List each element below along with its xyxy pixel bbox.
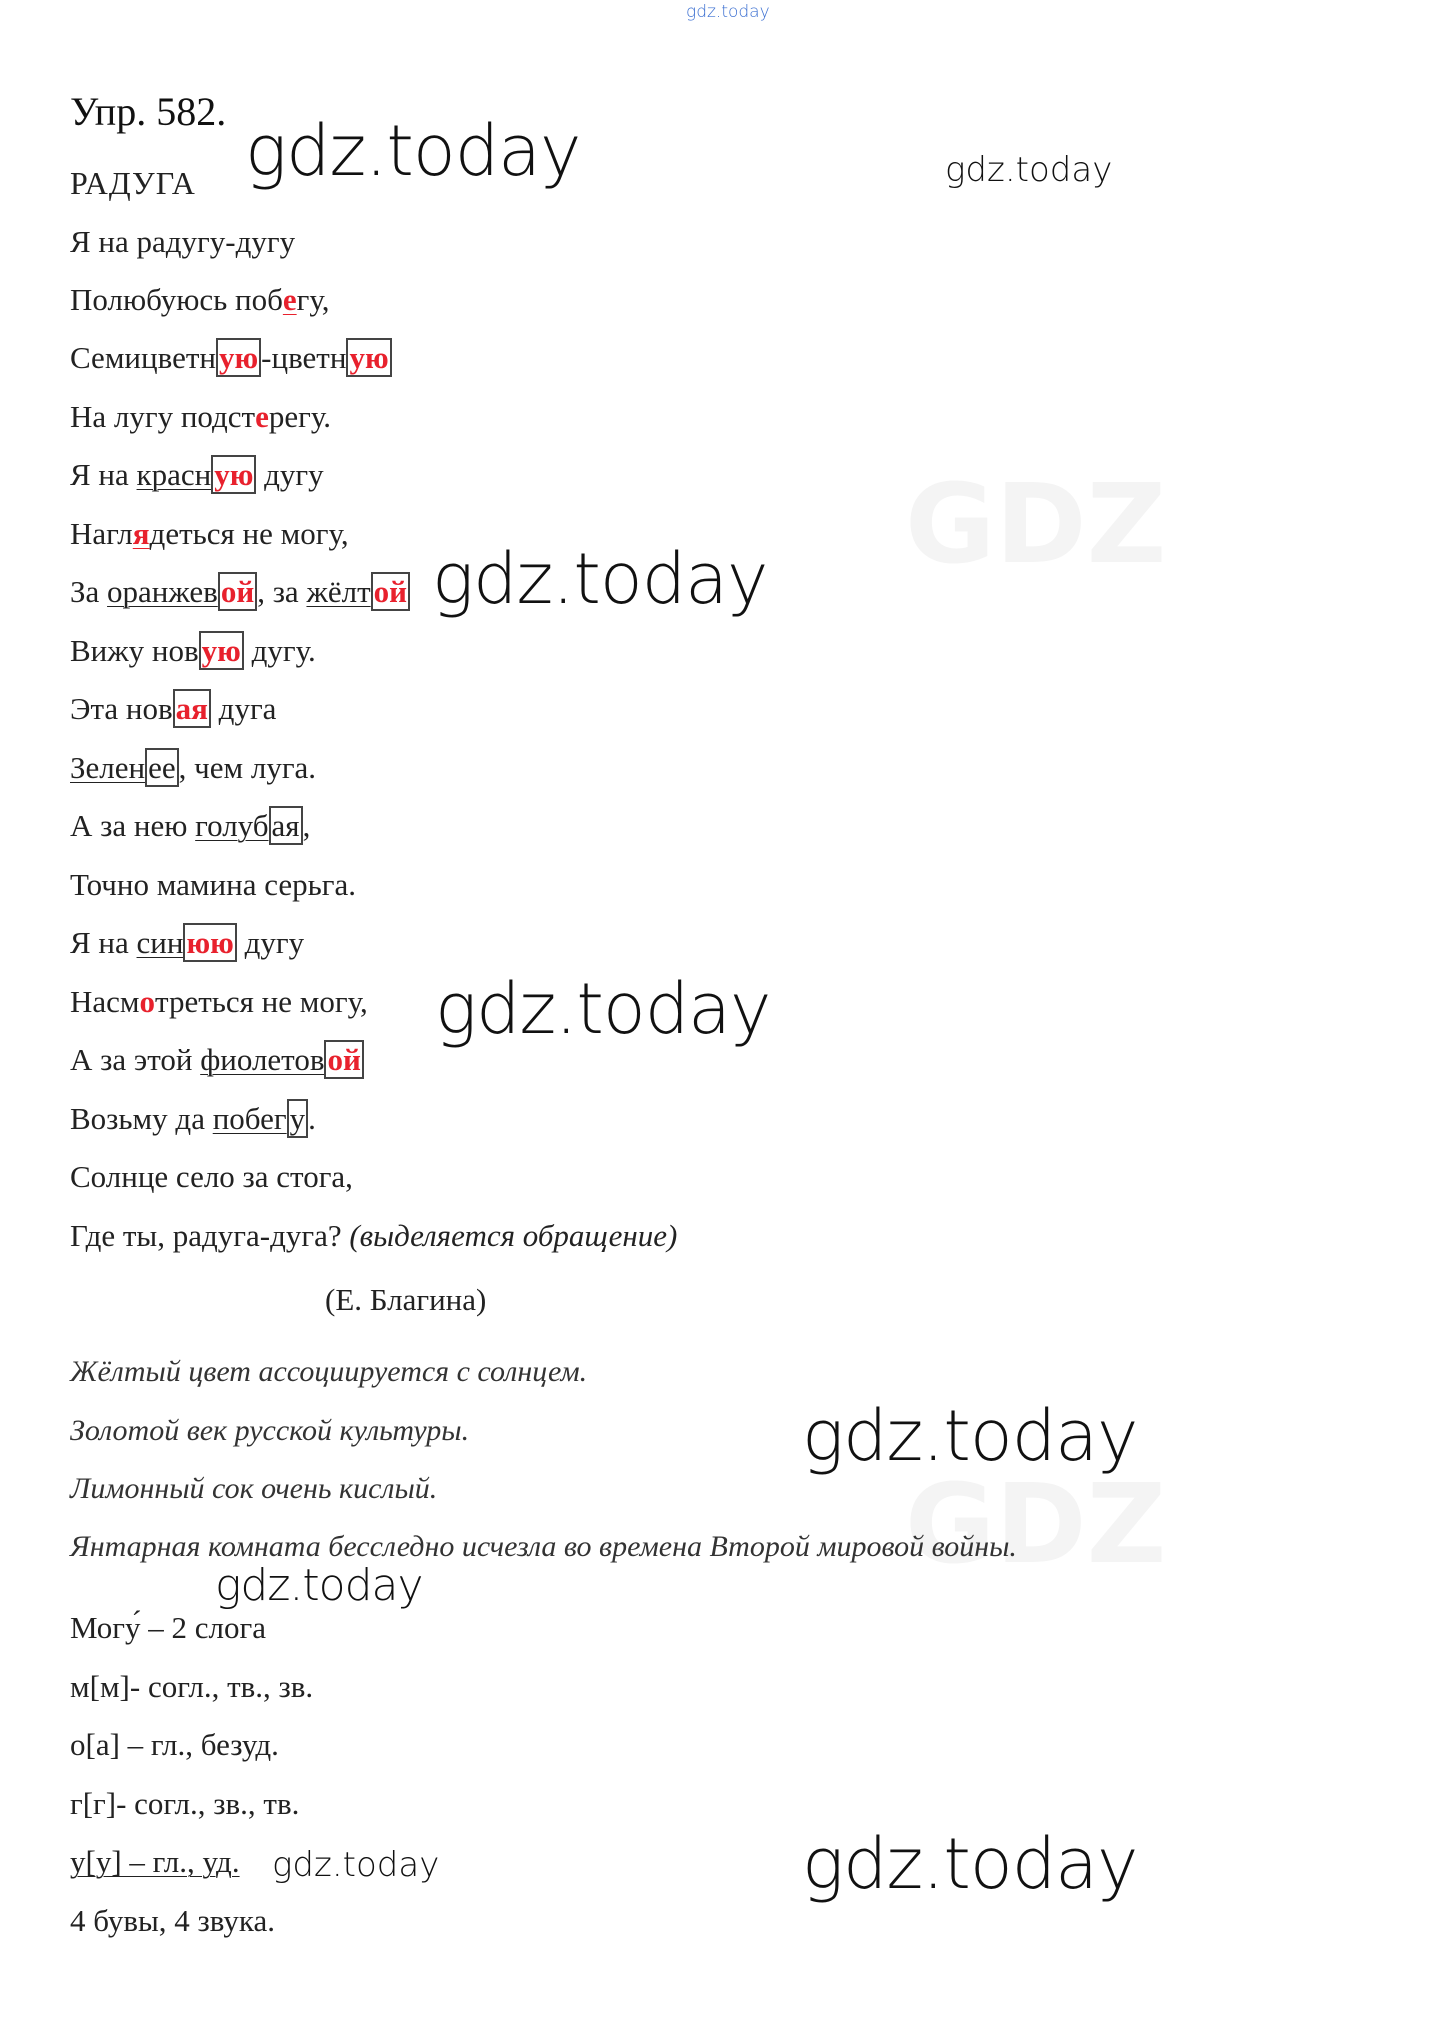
poem-author: (Е. Благина)	[325, 1282, 487, 1317]
poem-line: Насмотреться не могу,	[70, 984, 368, 1019]
analysis-word: Могу́ – 2 слога	[70, 1610, 266, 1645]
poem-line: Я на синюю дугу	[70, 925, 305, 960]
sentence: Жёлтый цвет ассоциируется с солнцем.	[70, 1355, 588, 1388]
watermark: gdz.today	[802, 1823, 1138, 1905]
poem-line: За оранжевой, за жёлтой	[70, 572, 410, 612]
analysis-line: м[м]- согл., тв., зв.	[70, 1669, 314, 1704]
watermark: gdz.today	[272, 1845, 440, 1885]
watermark: gdz.today	[432, 538, 768, 620]
poem-line: А за этой фиолетовой	[70, 1040, 364, 1080]
sentence: Лимонный сок очень кислый.	[70, 1472, 438, 1505]
poem-line: Вижу новую дугу.	[70, 633, 316, 668]
poem-line: Эта новая дуга	[70, 691, 277, 726]
poem-line: Я на красную дугу	[70, 457, 324, 492]
exercise-title: Упр. 582.	[70, 89, 227, 134]
poem-title: РАДУГА	[70, 165, 196, 201]
analysis-line: о[а] – гл., безуд.	[70, 1727, 279, 1762]
poem-line: Где ты, радуга-дуга? (выделяется обращение)	[70, 1218, 678, 1253]
top-watermark: gdz.today	[686, 2, 770, 22]
poem-line: Полюбуюсь побегу,	[70, 282, 330, 317]
watermark: gdz.today	[802, 1395, 1138, 1477]
sentence: Золотой век русской культуры.	[70, 1414, 470, 1447]
analysis-total: 4 бувы, 4 звука.	[70, 1903, 275, 1938]
sentence: Янтарная комната бесследно исчезла во времена Второй мировой войны.	[70, 1530, 1017, 1563]
watermark: gdz.today	[945, 150, 1113, 190]
poem-line: Точно мамина серьга.	[70, 867, 356, 902]
ghost-watermark: GDZ	[905, 460, 1167, 588]
poem-line: Наглядеться не могу,	[70, 516, 349, 551]
watermark: gdz.today	[435, 968, 771, 1050]
ghost-watermark: GDZ	[905, 1460, 1167, 1588]
analysis-line: г[г]- согл., зв., тв.	[70, 1786, 300, 1821]
poem-line: Семицветную-цветную	[70, 338, 392, 378]
poem-line: Солнце село за стога,	[70, 1159, 353, 1194]
poem-line: А за нею голубая,	[70, 808, 311, 843]
poem-line: Я на радугу-дугу	[70, 224, 296, 259]
analysis-line: у[у] – гл., уд.	[70, 1844, 240, 1879]
poem-line: Зеленее, чем луга.	[70, 750, 317, 785]
poem-line: На лугу подстерегу.	[70, 399, 331, 434]
poem-line: Возьму да побегу.	[70, 1101, 316, 1136]
watermark: gdz.today	[245, 110, 581, 192]
watermark: gdz.today	[215, 1560, 423, 1611]
